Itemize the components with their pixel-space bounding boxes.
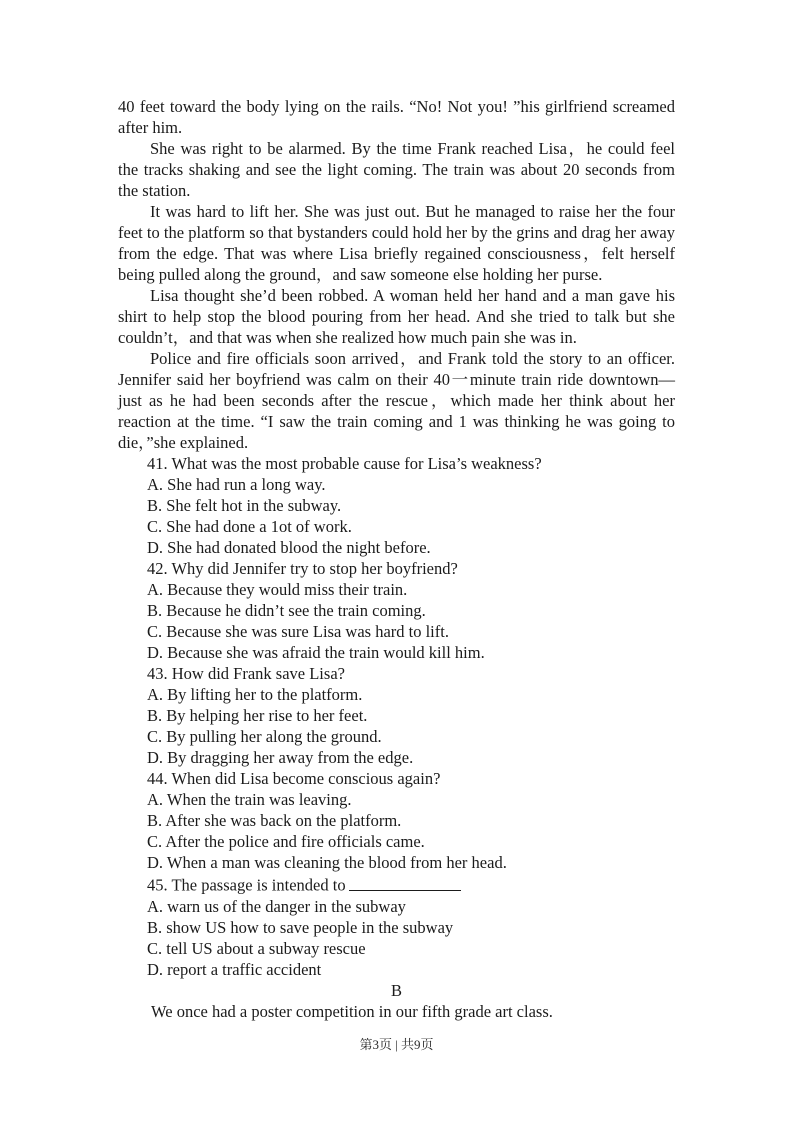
question-45-option-b: B. show US how to save people in the subway <box>147 917 454 937</box>
question-45-text <box>118 873 675 896</box>
passage-paragraph-2: She was right to be alarmed. By the time Frank reached Lisa，he could feel the tracks shaking and see the light coming. The train was about 20 seconds from the station. <box>118 139 675 200</box>
question-42-option-c: C. Because she was sure Lisa was hard to lift. <box>147 622 449 641</box>
passage-paragraph-4: Lisa thought she’d been robbed. A woman held her hand and a man gave his shirt to help stop the blood pouring from her head. And she tried to talk but she couldn’t，and that was when she realized how much pain she was in. <box>118 286 675 347</box>
question-44 <box>118 768 675 873</box>
question-45-option-a: A. warn us of the danger in the subway <box>147 896 406 916</box>
passage-paragraph-1: 40 feet toward the body lying on the rails. “No! Not you! ”his girlfriend screamed after him. <box>118 97 675 137</box>
question-45-option-c: C. tell US about a subway rescue <box>147 938 366 958</box>
page-footer: 第3页 | 共9页 <box>359 1037 434 1052</box>
question-44-option-d: D. When a man was cleaning the blood from her head. <box>147 853 507 872</box>
question-44-option-a: A. When the train was leaving. <box>147 790 352 809</box>
question-44-option-b: B. After she was back on the platform. <box>147 811 402 830</box>
answer-blank-line <box>349 873 461 891</box>
question-45-option-d: D. report a traffic accident <box>147 959 322 979</box>
page-content <box>118 96 675 1022</box>
question-45-stem: 45. The passage is intended to <box>147 875 346 895</box>
question-41-option-a: A. She had run a long way. <box>147 475 326 494</box>
question-43-option-c: C. By pulling her along the ground. <box>147 727 382 746</box>
passage-paragraph-5: Police and fire officials soon arrived，and Frank told the story to an officer. Jennifer said her boyfriend was calm on their 40一minute train ride downtown—just as he had been seconds after the rescue，which made her think about her reaction at the time. “I saw the train coming and 1 was thinking he was going to die，”she explained. <box>118 349 675 452</box>
question-43-option-d: D. By dragging her away from the edge. <box>147 748 414 767</box>
question-44-option-c: C. After the police and fire officials came. <box>147 832 425 851</box>
section-b-opening-sentence: We once had a poster competition in our fifth grade art class. <box>151 1001 553 1021</box>
question-43-option-a: A. By lifting her to the platform. <box>147 685 363 704</box>
passage-paragraph-3: It was hard to lift her. She was just out. But he managed to raise her the four feet to the platform so that bystanders could hold her by the grins and drag her away from the edge. That was where Lisa briefly regained consciousness，felt herself being pulled along the ground，and saw someone else holding her purse. <box>118 202 675 284</box>
question-42-option-b: B. Because he didn’t see the train coming. <box>147 601 426 620</box>
question-41-option-b: B. She felt hot in the subway. <box>147 496 342 515</box>
question-43-text: 43. How did Frank save Lisa? <box>147 664 345 683</box>
question-41-text: 41. What was the most probable cause for Lisa’s weakness? <box>147 454 542 473</box>
question-42-text: 42. Why did Jennifer try to stop her boyfriend? <box>147 559 458 578</box>
question-43 <box>118 663 675 768</box>
question-45 <box>118 873 675 980</box>
question-41 <box>118 453 675 558</box>
question-42-option-a: A. Because they would miss their train. <box>147 580 408 599</box>
question-41-option-d: D. She had donated blood the night before. <box>147 538 431 557</box>
question-42-option-d: D. Because she was afraid the train would kill him. <box>147 643 485 662</box>
question-42 <box>118 558 675 663</box>
question-41-option-c: C. She had done a 1ot of work. <box>147 517 352 536</box>
question-43-option-b: B. By helping her rise to her feet. <box>147 706 368 725</box>
question-44-text: 44. When did Lisa become conscious again? <box>147 769 441 788</box>
section-b-label: B <box>390 980 402 1000</box>
